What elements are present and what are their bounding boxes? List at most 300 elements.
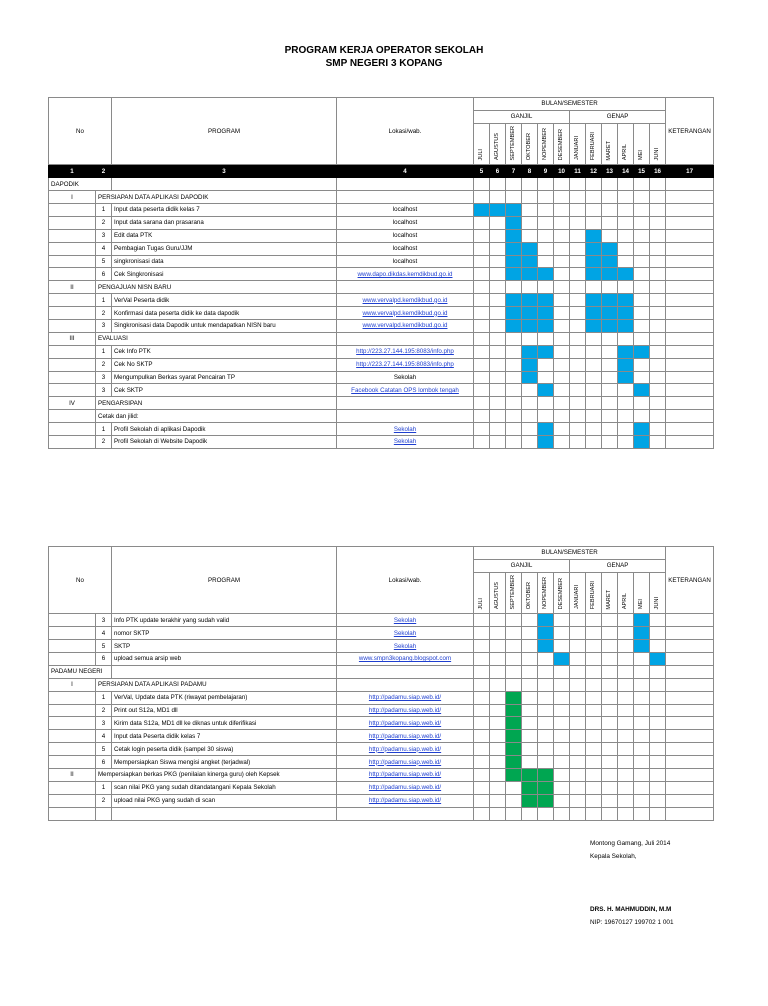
month-cell — [490, 665, 506, 678]
month-cell — [618, 743, 634, 756]
month-cell — [474, 678, 490, 691]
month-cell — [522, 614, 538, 627]
note-label: Cetak dan jilid: — [96, 410, 337, 423]
month-cell — [602, 294, 618, 307]
month-cell — [474, 794, 490, 807]
month-cell — [522, 627, 538, 640]
no-cell — [49, 410, 96, 423]
month-cell — [506, 614, 522, 627]
month-cell — [650, 294, 666, 307]
keterangan-cell — [666, 743, 714, 756]
month-cell — [490, 255, 506, 268]
month-cell — [618, 768, 634, 781]
header-lokasi: Lokasi/wab. — [337, 98, 474, 165]
month-cell — [522, 281, 538, 294]
program-text: Input data sarana dan prasarana — [112, 216, 337, 229]
location-link[interactable]: Sekolah — [337, 436, 474, 449]
month-cell — [618, 678, 634, 691]
month-cell — [570, 397, 586, 410]
month-cell — [586, 614, 602, 627]
month-label: AGUSTUS — [494, 133, 501, 161]
month-cell — [522, 332, 538, 345]
month-cell — [474, 743, 490, 756]
month-cell — [570, 178, 586, 191]
month-cell — [490, 652, 506, 665]
month-cell — [474, 268, 490, 281]
month-label: MEI — [638, 599, 645, 610]
program-text: Cek Singkronisasi — [112, 268, 337, 281]
table-row — [49, 743, 714, 756]
month-label: NOPEMBER — [542, 577, 549, 610]
table-row — [49, 614, 714, 627]
month-cell — [634, 178, 650, 191]
program-text: Profil Sekolah di aplikasi Dapodik — [112, 423, 337, 436]
table-row — [49, 730, 714, 743]
month-cell — [634, 704, 650, 717]
month-label: SEPTEMBER — [510, 574, 517, 610]
table-row — [49, 423, 714, 436]
empty-cell — [96, 807, 112, 820]
month-cell — [538, 242, 554, 255]
month-cell — [650, 717, 666, 730]
month-cell — [570, 614, 586, 627]
month-cell — [538, 640, 554, 653]
table-row — [49, 358, 714, 371]
month-cell — [618, 268, 634, 281]
month-cell — [522, 691, 538, 704]
month-cell — [618, 216, 634, 229]
month-cell — [586, 397, 602, 410]
group-row — [49, 397, 714, 410]
month-cell — [522, 229, 538, 242]
month-cell — [538, 436, 554, 449]
month-cell — [506, 781, 522, 794]
month-cell — [506, 640, 522, 653]
month-cell — [650, 794, 666, 807]
month-cell — [602, 332, 618, 345]
month-cell — [522, 268, 538, 281]
month-cell — [538, 281, 554, 294]
month-cell — [538, 384, 554, 397]
column-number: 11 — [570, 165, 586, 178]
item-number: 2 — [96, 794, 112, 807]
signature-nip: NIP: 19670127 199702 1 001 — [590, 919, 674, 926]
month-label: AGUSTUS — [494, 582, 501, 610]
no-cell — [49, 436, 96, 449]
month-cell — [522, 781, 538, 794]
section-row — [49, 665, 714, 678]
no-cell — [49, 294, 96, 307]
month-cell — [586, 678, 602, 691]
month-cell — [570, 436, 586, 449]
month-cell — [490, 704, 506, 717]
month-cell — [602, 614, 618, 627]
month-cell — [490, 627, 506, 640]
month-cell — [634, 781, 650, 794]
month-cell — [554, 191, 570, 204]
month-cell — [506, 436, 522, 449]
month-cell — [474, 384, 490, 397]
month-cell — [602, 717, 618, 730]
month-cell — [618, 781, 634, 794]
month-cell — [602, 756, 618, 769]
month-cell — [634, 191, 650, 204]
keterangan-cell — [666, 178, 714, 191]
location-link[interactable]: Sekolah — [337, 614, 474, 627]
month-cell — [506, 397, 522, 410]
location-link[interactable]: http://223.27.144.195:8083/info.php — [337, 345, 474, 358]
month-cell — [506, 203, 522, 216]
header-program: PROGRAM — [112, 547, 337, 614]
month-cell — [490, 678, 506, 691]
month-label: JULI — [478, 597, 485, 610]
location-link[interactable]: www.vervalpd.kemdikbud.go.id — [337, 294, 474, 307]
month-cell — [538, 691, 554, 704]
keterangan-cell — [666, 423, 714, 436]
month-cell — [506, 332, 522, 345]
month-header-desember — [554, 572, 570, 614]
program-text: singkronisasi data — [112, 255, 337, 268]
month-cell — [554, 281, 570, 294]
month-label: DESEMBER — [558, 128, 565, 161]
table-row — [49, 410, 714, 423]
month-cell — [506, 756, 522, 769]
item-number: 3 — [96, 319, 112, 332]
month-cell — [554, 743, 570, 756]
month-cell — [490, 307, 506, 320]
month-cell — [602, 691, 618, 704]
month-cell — [554, 436, 570, 449]
empty-cell — [490, 807, 506, 820]
no-cell — [49, 756, 96, 769]
month-cell — [618, 410, 634, 423]
month-cell — [522, 756, 538, 769]
lokasi-cell — [337, 397, 474, 410]
month-cell — [474, 704, 490, 717]
program-text: SKTP — [112, 640, 337, 653]
table-row — [49, 307, 714, 320]
location-link[interactable]: www.vervalpd.kemdikbud.go.id — [337, 307, 474, 320]
no-cell — [49, 717, 96, 730]
month-cell — [522, 358, 538, 371]
month-cell — [538, 743, 554, 756]
column-number: 15 — [634, 165, 650, 178]
month-cell — [474, 717, 490, 730]
month-cell — [474, 627, 490, 640]
month-header-maret — [602, 572, 618, 614]
month-cell — [650, 691, 666, 704]
month-cell — [570, 203, 586, 216]
month-cell — [570, 691, 586, 704]
month-cell — [570, 794, 586, 807]
keterangan-cell — [666, 307, 714, 320]
month-cell — [522, 255, 538, 268]
month-cell — [506, 691, 522, 704]
item-number: 1 — [96, 781, 112, 794]
month-cell — [618, 717, 634, 730]
month-cell — [474, 614, 490, 627]
month-cell — [618, 307, 634, 320]
month-cell — [554, 371, 570, 384]
month-cell — [586, 319, 602, 332]
location-link[interactable]: http://padamu.siap.web.id/ — [337, 756, 474, 769]
table-row — [49, 216, 714, 229]
month-cell — [490, 423, 506, 436]
no-cell — [49, 229, 96, 242]
column-number: 10 — [554, 165, 570, 178]
month-label: FEBRUARI — [590, 581, 597, 610]
month-label: JULI — [478, 148, 485, 161]
month-cell — [506, 704, 522, 717]
keterangan-cell — [666, 229, 714, 242]
month-cell — [474, 319, 490, 332]
month-cell — [602, 678, 618, 691]
program-text: Info PTK update terakhir yang sudah valid — [112, 614, 337, 627]
month-cell — [586, 756, 602, 769]
month-cell — [586, 704, 602, 717]
table-row — [49, 203, 714, 216]
month-cell — [602, 178, 618, 191]
month-cell — [522, 345, 538, 358]
program-text: Profil Sekolah di Website Dapodik — [112, 436, 337, 449]
month-cell — [586, 691, 602, 704]
month-cell — [602, 665, 618, 678]
month-cell — [602, 794, 618, 807]
empty-cell — [586, 807, 602, 820]
month-cell — [474, 307, 490, 320]
month-header-juli — [474, 123, 490, 165]
month-cell — [586, 255, 602, 268]
table-row — [49, 319, 714, 332]
month-cell — [490, 332, 506, 345]
month-cell — [538, 768, 554, 781]
month-cell — [634, 436, 650, 449]
month-cell — [570, 255, 586, 268]
month-cell — [586, 242, 602, 255]
item-number: 3 — [96, 371, 112, 384]
month-cell — [650, 423, 666, 436]
table-row — [49, 807, 714, 820]
month-cell — [634, 294, 650, 307]
month-cell — [554, 397, 570, 410]
lokasi-cell — [337, 665, 474, 678]
no-cell — [49, 268, 96, 281]
month-cell — [618, 203, 634, 216]
location-link[interactable]: http://padamu.siap.web.id/ — [337, 768, 474, 781]
lokasi-cell — [337, 410, 474, 423]
header-genap: GENAP — [570, 559, 666, 572]
group-number: II — [49, 768, 96, 781]
no-cell — [49, 781, 96, 794]
month-cell — [602, 640, 618, 653]
month-cell — [474, 756, 490, 769]
month-cell — [602, 345, 618, 358]
column-number: 2 — [96, 165, 112, 178]
month-cell — [538, 756, 554, 769]
location-link[interactable]: http://padamu.siap.web.id/ — [337, 691, 474, 704]
month-cell — [570, 678, 586, 691]
month-cell — [474, 397, 490, 410]
empty-cell — [602, 807, 618, 820]
location-link[interactable]: www.dapo.dikdas.kemdikbud.go.id — [337, 268, 474, 281]
month-cell — [634, 358, 650, 371]
month-cell — [618, 423, 634, 436]
location-text: localhost — [337, 242, 474, 255]
month-label: JUNI — [654, 147, 661, 161]
month-cell — [570, 704, 586, 717]
month-cell — [490, 640, 506, 653]
month-cell — [634, 627, 650, 640]
header-ganjil: GANJIL — [474, 110, 570, 123]
month-cell — [474, 203, 490, 216]
header-lokasi: Lokasi/wab. — [337, 547, 474, 614]
keterangan-cell — [666, 781, 714, 794]
location-link[interactable]: http://padamu.siap.web.id/ — [337, 794, 474, 807]
location-link[interactable]: www.vervalpd.kemdikbud.go.id — [337, 319, 474, 332]
month-cell — [554, 717, 570, 730]
no-cell — [49, 371, 96, 384]
keterangan-cell — [666, 242, 714, 255]
month-cell — [618, 730, 634, 743]
no-cell — [49, 614, 96, 627]
month-cell — [490, 358, 506, 371]
month-label: OKTOBER — [526, 133, 533, 161]
month-cell — [650, 397, 666, 410]
no-cell — [49, 640, 96, 653]
month-cell — [618, 640, 634, 653]
month-cell — [554, 781, 570, 794]
month-cell — [522, 307, 538, 320]
program-text: Singkronisasi data Dapodik untuk mendapatkan NISN baru — [112, 319, 337, 332]
no-cell — [49, 730, 96, 743]
month-cell — [538, 332, 554, 345]
month-cell — [490, 203, 506, 216]
location-text: Sekolah — [337, 371, 474, 384]
month-cell — [586, 794, 602, 807]
month-cell — [554, 384, 570, 397]
month-cell — [490, 178, 506, 191]
table-row — [49, 436, 714, 449]
month-cell — [474, 410, 490, 423]
schedule-table-2 — [48, 546, 714, 821]
no-cell — [49, 216, 96, 229]
header-bulan-semester: BULAN/SEMESTER — [474, 98, 666, 111]
location-link[interactable]: http://padamu.siap.web.id/ — [337, 730, 474, 743]
month-cell — [506, 794, 522, 807]
month-cell — [602, 768, 618, 781]
month-cell — [650, 268, 666, 281]
location-link[interactable]: Sekolah — [337, 423, 474, 436]
location-link[interactable]: http://padamu.siap.web.id/ — [337, 704, 474, 717]
month-cell — [570, 319, 586, 332]
keterangan-cell — [666, 216, 714, 229]
location-link[interactable]: Sekolah — [337, 640, 474, 653]
keterangan-cell — [666, 268, 714, 281]
month-label: FEBRUARI — [590, 132, 597, 161]
month-cell — [634, 678, 650, 691]
lokasi-cell — [337, 281, 474, 294]
program-text: upload nilai PKG yang sudah di scan — [112, 794, 337, 807]
month-cell — [538, 794, 554, 807]
month-cell — [474, 423, 490, 436]
column-number: 14 — [618, 165, 634, 178]
month-cell — [538, 678, 554, 691]
table-row — [49, 756, 714, 769]
month-header-mei — [634, 123, 650, 165]
month-cell — [538, 717, 554, 730]
month-cell — [618, 691, 634, 704]
keterangan-cell — [666, 717, 714, 730]
location-link[interactable]: http://padamu.siap.web.id/ — [337, 717, 474, 730]
no-cell — [49, 203, 96, 216]
location-link[interactable]: http://padamu.siap.web.id/ — [337, 743, 474, 756]
school-name: SMP NEGERI 3 KOPANG — [325, 58, 443, 69]
month-header-oktober — [522, 123, 538, 165]
group-number: I — [49, 678, 96, 691]
month-cell — [570, 665, 586, 678]
location-link[interactable]: Sekolah — [337, 627, 474, 640]
month-cell — [522, 384, 538, 397]
month-header-juni — [650, 123, 666, 165]
location-link[interactable]: http://padamu.siap.web.id/ — [337, 781, 474, 794]
month-cell — [538, 268, 554, 281]
no-cell — [49, 242, 96, 255]
keterangan-cell — [666, 294, 714, 307]
month-cell — [650, 665, 666, 678]
month-cell — [490, 614, 506, 627]
month-cell — [634, 423, 650, 436]
header-program: PROGRAM — [112, 98, 337, 165]
no-cell — [49, 743, 96, 756]
keterangan-cell — [666, 345, 714, 358]
location-link[interactable]: http://223.27.144.195:8083/info.php — [337, 358, 474, 371]
location-link[interactable]: Facebook Catatan OPS lombok tengah — [337, 384, 474, 397]
month-cell — [570, 242, 586, 255]
month-cell — [490, 191, 506, 204]
month-cell — [570, 294, 586, 307]
location-link[interactable]: www.smpn3kopang.blogspot.com — [337, 652, 474, 665]
month-cell — [474, 191, 490, 204]
month-header-juni — [650, 572, 666, 614]
month-cell — [634, 268, 650, 281]
schedule-table-1 — [48, 97, 714, 449]
empty-cell — [112, 807, 337, 820]
month-cell — [586, 178, 602, 191]
keterangan-cell — [666, 397, 714, 410]
month-cell — [570, 756, 586, 769]
month-cell — [634, 652, 650, 665]
month-cell — [602, 704, 618, 717]
group-label: PENGARSIPAN — [96, 397, 337, 410]
month-cell — [602, 281, 618, 294]
empty-cell — [506, 807, 522, 820]
month-cell — [554, 345, 570, 358]
empty-cell — [49, 807, 96, 820]
item-number: 1 — [96, 203, 112, 216]
month-cell — [586, 717, 602, 730]
month-cell — [634, 216, 650, 229]
month-cell — [506, 319, 522, 332]
table-row — [49, 384, 714, 397]
month-cell — [618, 358, 634, 371]
month-cell — [586, 203, 602, 216]
month-cell — [538, 665, 554, 678]
month-cell — [554, 178, 570, 191]
month-cell — [618, 397, 634, 410]
month-cell — [618, 255, 634, 268]
month-cell — [586, 294, 602, 307]
month-header-april — [618, 123, 634, 165]
